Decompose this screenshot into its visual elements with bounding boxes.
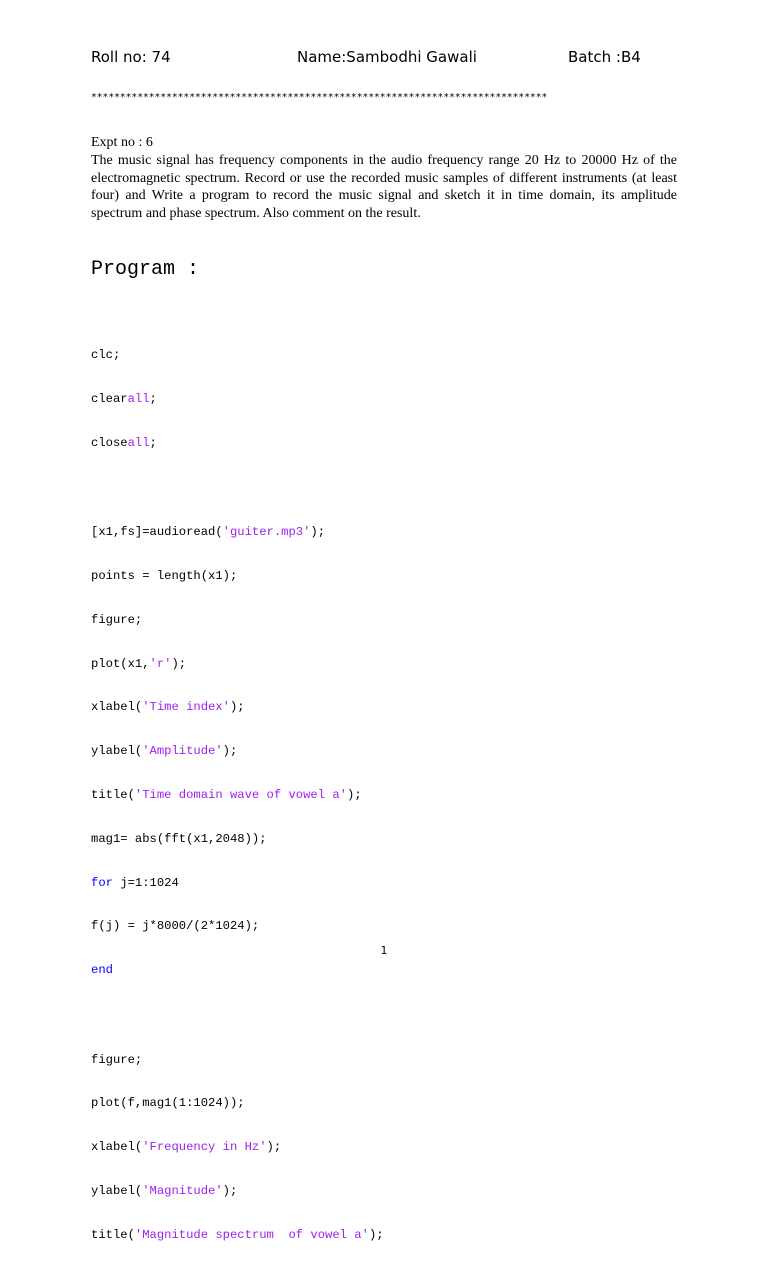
roll-number: Roll no: 74 xyxy=(91,48,171,66)
code-line: [x1,fs]=audioread('guiter.mp3'); xyxy=(91,525,326,540)
code-line: ylabel('Amplitude'); xyxy=(91,744,238,759)
code-line: clearall; xyxy=(91,391,157,406)
student-name: Name:Sambodhi Gawali xyxy=(297,48,477,66)
code-line: figure; xyxy=(91,612,143,627)
code-line: xlabel('Time index'); xyxy=(91,700,245,715)
code-line: title('Magnitude spectrum of vowel a'); xyxy=(91,1227,384,1242)
code-line: plot(x1,'r'); xyxy=(91,656,187,671)
code-block xyxy=(91,319,384,1272)
code-line: plot(f,mag1(1:1024)); xyxy=(91,1096,245,1111)
page-number: 1 xyxy=(380,944,388,957)
code-line: for j=1:1024 xyxy=(91,875,179,890)
code-line: mag1= abs(fft(x1,2048)); xyxy=(91,831,267,846)
program-heading: Program : xyxy=(91,258,200,281)
code-line: ylabel('Magnitude'); xyxy=(91,1184,238,1199)
code-line: figure; xyxy=(91,1052,143,1067)
separator-line: ******************************************************************************* xyxy=(91,92,548,103)
batch: Batch :B4 xyxy=(568,48,641,66)
code-line: closeall; xyxy=(91,435,157,450)
experiment-number: Expt no : 6 xyxy=(91,135,153,150)
code-line: title('Time domain wave of vowel a'); xyxy=(91,788,362,802)
header xyxy=(91,48,677,70)
code-line: end xyxy=(91,963,113,978)
code-line: clc; xyxy=(91,348,121,363)
code-line: xlabel('Frequency in Hz'); xyxy=(91,1140,282,1155)
code-line: points = length(x1); xyxy=(91,569,238,584)
experiment-description: The music signal has frequency components in the audio frequency range 20 Hz to 20000 Hz of the electromagnetic spectrum. Record or use the recorded music samples of different instruments (at least four) and Write a program to record the music signal and sketch it in time domain, its amplitude spectrum and phase spectrum. Also comment on the result. xyxy=(91,153,677,221)
code-line: f(j) = j*8000/(2*1024); xyxy=(91,919,260,934)
